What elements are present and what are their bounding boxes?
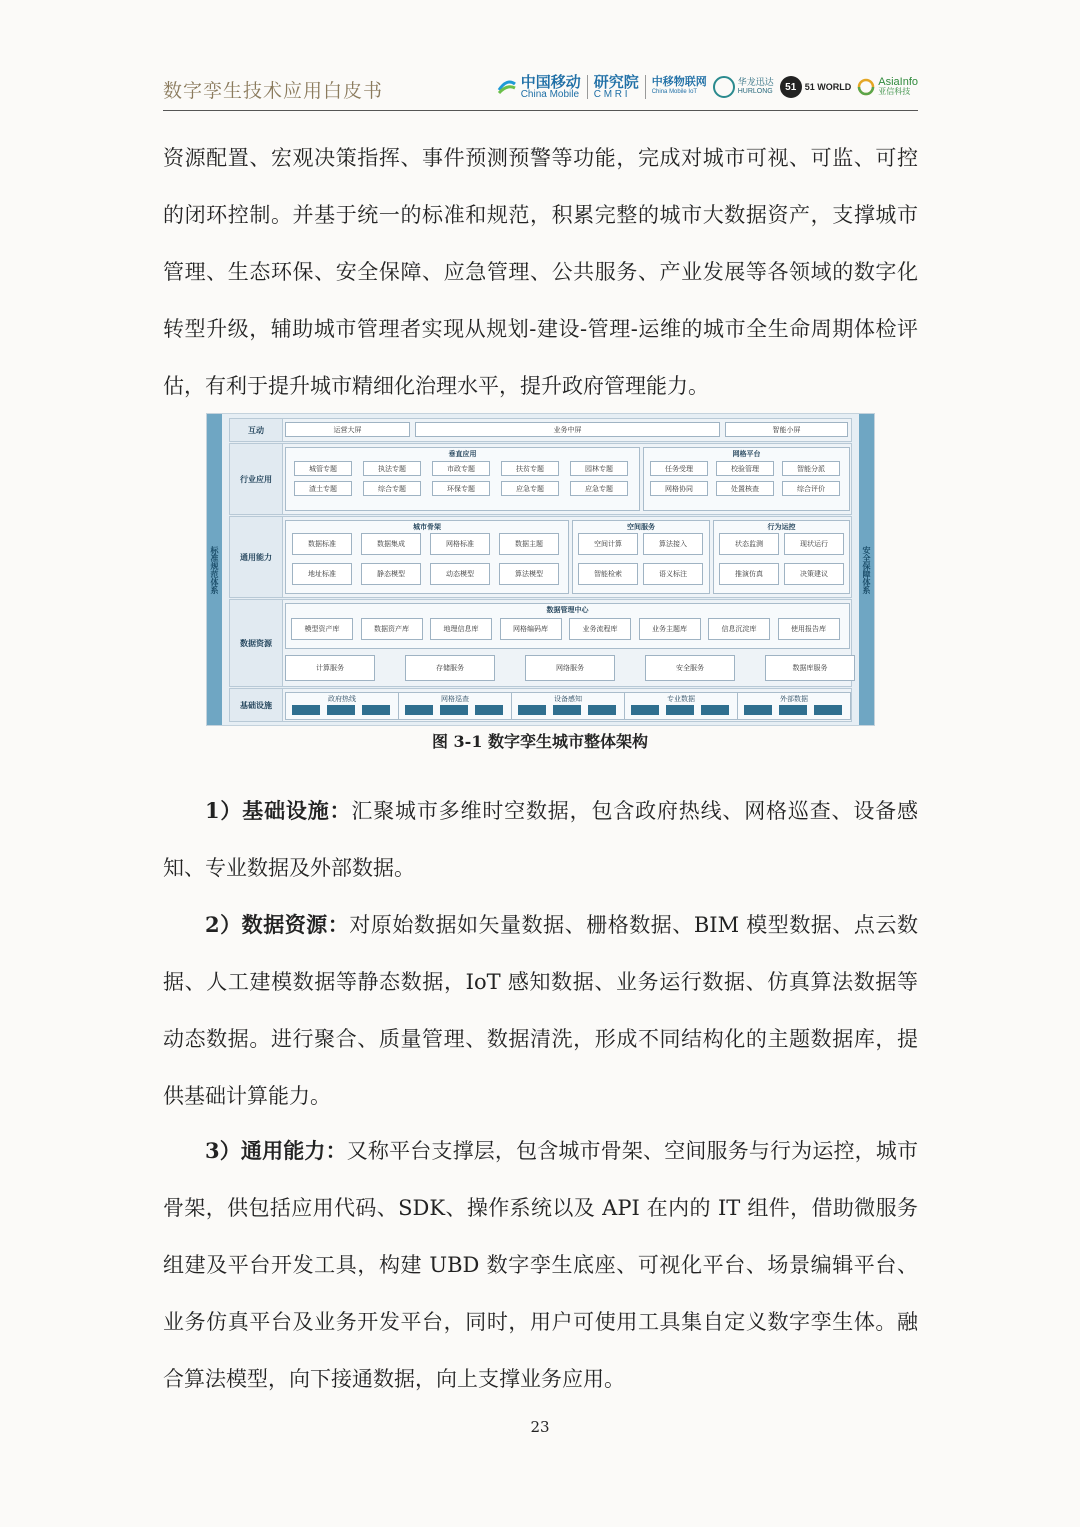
infra-tile xyxy=(292,705,320,715)
china-mobile-en: China Mobile xyxy=(520,88,580,100)
diagram-cell: 扶贫专题 xyxy=(501,461,559,476)
infra-tile xyxy=(440,705,468,715)
infra-tile xyxy=(814,705,842,715)
group-title: 政府热线 xyxy=(328,696,356,703)
51world-text: 51 WORLD xyxy=(804,82,852,92)
hurlong-en: HURLONG xyxy=(737,88,773,95)
diagram-cell: 计算服务 xyxy=(285,655,375,681)
diagram-cell: 渣土专题 xyxy=(294,481,352,496)
diagram-cell: 推演仿真 xyxy=(719,563,779,585)
diagram-cell: 数据集成 xyxy=(361,533,421,555)
diagram-cell: 网络服务 xyxy=(525,655,615,681)
cmri-en: C M R I xyxy=(593,88,628,100)
space-service-group xyxy=(572,520,710,594)
asiainfo-en: AsiaInfo xyxy=(878,76,918,88)
infra-group xyxy=(285,692,399,720)
behavior-control-group xyxy=(713,520,850,594)
asiainfo-icon xyxy=(857,78,875,96)
diagram-cell: 安全服务 xyxy=(645,655,735,681)
diagram-cell: 环保专题 xyxy=(432,481,490,496)
row-label: 基础设施 xyxy=(230,689,283,721)
diagram-cell: 市政专题 xyxy=(432,461,490,476)
diagram-cell: 应急专题 xyxy=(570,481,628,496)
51world-logo xyxy=(780,76,852,98)
row-label: 通用能力 xyxy=(230,517,283,597)
diagram-cell: 信息沉淀库 xyxy=(708,618,770,640)
row-label: 行业应用 xyxy=(230,444,283,514)
diagram-cell: 业务主题库 xyxy=(639,618,701,640)
data-management-center-group xyxy=(285,603,850,649)
iot-cn: 中移物联网 xyxy=(651,76,707,88)
body-paragraph-2 xyxy=(163,782,918,897)
row-data-resources xyxy=(229,599,852,687)
china-mobile-icon xyxy=(496,76,518,98)
diagram-cell: 静态模型 xyxy=(361,563,421,585)
body-paragraph-3 xyxy=(163,896,918,1125)
page-header xyxy=(163,66,918,111)
vertical-apps-group xyxy=(285,447,640,511)
diagram-cell: 状态监测 xyxy=(719,533,779,555)
asiainfo-logo xyxy=(857,77,918,97)
document-title: 数字孪生技术应用白皮书 xyxy=(163,80,384,102)
diagram-cell: 综合评价 xyxy=(782,481,840,496)
diagram-cell: 园林专题 xyxy=(570,461,628,476)
diagram-cell: 空间计算 xyxy=(578,533,638,555)
security-system-bar: 安全保障体系 xyxy=(859,414,874,725)
diagram-cell: 数据库服务 xyxy=(765,655,855,681)
diagram-cell: 动态模型 xyxy=(430,563,490,585)
infra-tile xyxy=(588,705,616,715)
paragraph-text: 又称平台支撑层，包含城市骨架、空间服务与行为运控，城市骨架，供包括应用代码、SDK、操作系统以及 API 在内的 IT 组件，借助微服务组建及平台开发工具，构建 UBD 数字孪生底座、可视化平台、场景编辑平台、业务仿真平台及业务开发平台，同时，用户可使用工具集自定义数字孪生体。融合算法模型，向下接通数据，向上支撑业务应用。 xyxy=(163,1139,918,1391)
cmri-cn: 研究院 xyxy=(593,73,639,91)
diagram-cell: 综合专题 xyxy=(363,481,421,496)
diagram-cell: 地址标准 xyxy=(292,563,352,585)
china-mobile-cn: 中国移动 xyxy=(520,73,581,91)
group-title: 行为运控 xyxy=(767,524,796,531)
diagram-cell: 智能小屏 xyxy=(725,422,848,437)
diagram-cell: 校验管理 xyxy=(716,461,774,476)
grid-platform-group xyxy=(643,447,850,511)
diagram-cell: 运营大屏 xyxy=(285,422,410,437)
group-title: 空间服务 xyxy=(627,524,655,531)
architecture-figure xyxy=(206,413,875,726)
diagram-cell: 存储服务 xyxy=(405,655,495,681)
infra-tile xyxy=(631,705,659,715)
infra-group xyxy=(624,692,738,720)
group-title: 设备感知 xyxy=(554,696,582,703)
infra-group xyxy=(737,692,851,720)
infra-tile xyxy=(779,705,807,715)
row-label: 数据资源 xyxy=(230,600,283,686)
china-mobile-logo xyxy=(496,75,581,100)
diagram-cell: 智能分派 xyxy=(782,461,840,476)
logo-divider xyxy=(587,75,588,99)
group-title: 外部数据 xyxy=(780,696,808,703)
infra-tile xyxy=(744,705,772,715)
paragraph-text: 对原始数据如矢量数据、栅格数据、BIM 模型数据、点云数据、人工建模数据等静态数据，IoT 感知数据、业务运行数据、仿真算法数据等动态数据。进行聚合、质量管理、数据清洗，形成不同结构化的主题数据库，提供基础计算能力。 xyxy=(163,913,918,1108)
diagram-cell: 业务流程库 xyxy=(569,618,631,640)
group-title: 城市骨架 xyxy=(413,524,441,531)
diagram-cell: 数据资产库 xyxy=(361,618,423,640)
infra-tile xyxy=(405,705,433,715)
diagram-cell: 语义标注 xyxy=(643,563,703,585)
asiainfo-cn: 亚信科技 xyxy=(878,87,911,96)
diagram-cell: 现状运行 xyxy=(784,533,844,555)
diagram-cell: 业务中屏 xyxy=(415,422,720,437)
diagram-cell: 网格标准 xyxy=(430,533,490,555)
infra-group xyxy=(511,692,625,720)
infra-tile xyxy=(701,705,729,715)
iot-logo xyxy=(652,77,707,97)
page-number: 23 xyxy=(530,1418,550,1436)
paragraph-heading: 3）通用能力： xyxy=(205,1138,347,1163)
paragraph-heading: 2）数据资源： xyxy=(205,912,350,937)
figure-caption: 图 3-1 数字孪生城市整体架构 xyxy=(431,732,649,751)
hurlong-logo xyxy=(713,76,774,98)
diagram-cell: 执法专题 xyxy=(363,461,421,476)
row-interaction xyxy=(229,418,852,442)
group-title: 网格平台 xyxy=(732,451,761,458)
row-general-abilities xyxy=(229,516,852,598)
standards-system-bar: 标准规范体系 xyxy=(207,414,222,725)
hurlong-icon xyxy=(713,76,735,98)
diagram-cell: 网格编码库 xyxy=(500,618,562,640)
city-skeleton-group xyxy=(285,520,569,594)
diagram-cell: 算法接入 xyxy=(643,533,703,555)
cmri-logo xyxy=(594,75,639,100)
diagram-cell: 网格协同 xyxy=(650,481,708,496)
row-industry-apps xyxy=(229,443,852,515)
hurlong-cn: 华龙迅达 xyxy=(737,77,774,87)
logo-divider xyxy=(645,75,646,99)
diagram-cell: 决策建议 xyxy=(784,563,844,585)
diagram-cell: 任务受理 xyxy=(650,461,708,476)
diagram-cell: 数据主题 xyxy=(499,533,559,555)
body-paragraph-1: 资源配置、宏观决策指挥、事件预测预警等功能，完成对城市可视、可监、可控的闭环控制。并基于统一的标准和规范，积累完整的城市大数据资产，支撑城市管理、生态环保、安全保障、应急管理、公共服务、产业发展等各领域的数字化转型升级，辅助城市管理者实现从规划-建设-管理-运维的城市全生命周期体检评估，有利于提升城市精细化治理水平，提升政府管理能力。 xyxy=(163,146,918,398)
infra-tile xyxy=(475,705,503,715)
diagram-cell: 处置核查 xyxy=(716,481,774,496)
diagram-cell: 使用报告库 xyxy=(778,618,840,640)
paragraph-heading: 1）基础设施： xyxy=(205,798,352,823)
group-title: 垂直应用 xyxy=(448,451,477,458)
infra-tile xyxy=(362,705,390,715)
group-title: 网格巡查 xyxy=(441,696,469,703)
51world-icon: 51 xyxy=(780,76,802,98)
diagram-cell: 应急专题 xyxy=(501,481,559,496)
body-paragraph-4 xyxy=(163,1122,918,1408)
diagram-cell: 算法模型 xyxy=(499,563,559,585)
partner-logos xyxy=(496,70,918,104)
paragraph-text: 汇聚城市多维时空数据，包含政府热线、网格巡查、设备感知、专业数据及外部数据。 xyxy=(163,799,918,880)
group-title: 数据管理中心 xyxy=(546,607,589,614)
infra-group xyxy=(398,692,512,720)
iot-en: China Mobile IoT xyxy=(651,89,698,95)
group-title: 专业数据 xyxy=(667,696,695,703)
infra-tile xyxy=(553,705,581,715)
diagram-cell: 地理信息库 xyxy=(430,618,492,640)
infra-tile xyxy=(666,705,694,715)
infra-tile xyxy=(327,705,355,715)
diagram-cell: 城管专题 xyxy=(294,461,352,476)
diagram-cell: 数据标准 xyxy=(292,533,352,555)
row-label: 互动 xyxy=(230,419,283,441)
infra-tile xyxy=(518,705,546,715)
diagram-cell: 模型资产库 xyxy=(291,618,353,640)
diagram-cell: 智能检索 xyxy=(578,563,638,585)
row-infrastructure xyxy=(229,688,852,722)
